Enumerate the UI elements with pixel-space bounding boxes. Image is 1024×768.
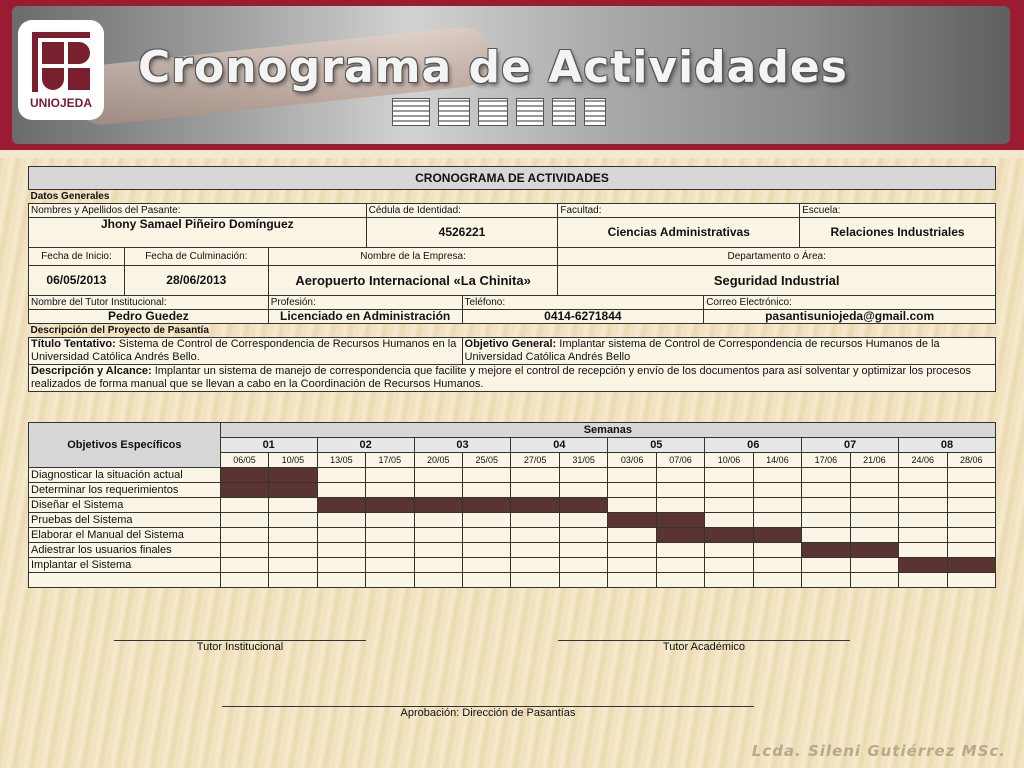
signature-label-institucional: Tutor Institucional	[196, 641, 284, 653]
descripcion-alcance	[29, 365, 996, 392]
gantt-cell	[269, 513, 317, 528]
gantt-cell	[511, 558, 559, 573]
signature-label-aprobacion: Aprobación: Dirección de Pasantías	[400, 707, 576, 719]
gantt-cell	[608, 573, 656, 588]
schedule-table	[28, 422, 996, 588]
week-header: 04	[511, 438, 608, 453]
activity-name: Diseñar el Sistema	[29, 498, 221, 513]
gantt-cell	[220, 513, 268, 528]
gantt-cell	[317, 543, 365, 558]
gantt-cell	[656, 558, 704, 573]
date-header: 17/05	[366, 453, 414, 468]
gantt-cell	[559, 558, 607, 573]
gantt-cell	[705, 483, 753, 498]
gantt-cell-filled	[850, 543, 898, 558]
objectives-header: Objetivos Específicos	[29, 423, 221, 468]
gantt-cell	[899, 483, 947, 498]
titulo-text: Sistema de Control de Correspondencia de Recursos Humanos en la Universidad Católica Andrés Bello.	[31, 338, 457, 363]
gantt-cell	[705, 513, 753, 528]
gantt-cell-filled	[802, 543, 850, 558]
gantt-cell-filled	[559, 498, 607, 513]
gantt-cell	[511, 483, 559, 498]
gantt-cell-filled	[269, 483, 317, 498]
gantt-cell	[850, 468, 898, 483]
gantt-cell	[317, 468, 365, 483]
gantt-cell	[559, 543, 607, 558]
gantt-cell	[753, 573, 801, 588]
value-cedula: 4526221	[366, 218, 558, 248]
activity-name: Pruebas del Sistema	[29, 513, 221, 528]
gantt-cell	[850, 558, 898, 573]
gantt-cell	[269, 573, 317, 588]
gantt-cell	[559, 513, 607, 528]
value-fecha-culminacion: 28/06/2013	[124, 266, 268, 296]
week-header: 02	[317, 438, 414, 453]
gantt-cell	[463, 483, 511, 498]
gantt-cell	[269, 558, 317, 573]
label-cedula: Cédula de Identidad:	[366, 204, 558, 218]
gantt-cell	[511, 513, 559, 528]
date-header: 21/06	[850, 453, 898, 468]
gantt-cell	[317, 483, 365, 498]
objetivo-text: Implantar sistema de Control de Correspondencia de recursos Humanos de la Universidad Católica Andrés Bello	[464, 338, 940, 363]
week-header: 01	[220, 438, 317, 453]
label-pasante: Nombres y Apellidos del Pasante:	[29, 204, 367, 218]
gantt-cell	[608, 558, 656, 573]
gantt-cell	[269, 543, 317, 558]
gantt-cell	[414, 528, 462, 543]
gantt-cell	[559, 468, 607, 483]
activity-name: Implantar el Sistema	[29, 558, 221, 573]
date-header: 03/06	[608, 453, 656, 468]
label-departamento: Departamento o Área:	[558, 248, 996, 266]
divider	[0, 150, 1024, 158]
gantt-cell	[802, 498, 850, 513]
gantt-cell	[656, 573, 704, 588]
gantt-cell	[511, 528, 559, 543]
gantt-cell	[317, 513, 365, 528]
gantt-cell	[463, 528, 511, 543]
page-title: Cronograma de Actividades	[138, 42, 848, 93]
gantt-cell	[947, 483, 995, 498]
gantt-cell	[317, 558, 365, 573]
gantt-cell	[705, 468, 753, 483]
gantt-cell	[559, 483, 607, 498]
value-escuela: Relaciones Industriales	[800, 218, 996, 248]
date-header: 13/05	[317, 453, 365, 468]
gantt-cell	[608, 528, 656, 543]
week-header: 07	[802, 438, 899, 453]
gantt-cell	[705, 543, 753, 558]
logo-text: UNIOJEDA	[29, 96, 92, 110]
gantt-cell	[850, 483, 898, 498]
gantt-cell	[899, 573, 947, 588]
form-title: CRONOGRAMA DE ACTIVIDADES	[29, 167, 996, 190]
date-header: 28/06	[947, 453, 995, 468]
uniojeda-logo	[18, 20, 104, 120]
label-fecha-inicio: Fecha de Inicio:	[29, 248, 125, 266]
value-tutor: Pedro Guedez	[29, 310, 269, 324]
bar-graphic	[392, 98, 606, 126]
gantt-cell	[753, 513, 801, 528]
activity-row	[29, 528, 996, 543]
gantt-cell	[802, 468, 850, 483]
gantt-cell	[559, 528, 607, 543]
gantt-cell-filled	[269, 468, 317, 483]
gantt-cell-filled	[753, 528, 801, 543]
value-departamento: Seguridad Industrial	[558, 266, 996, 296]
date-header: 07/06	[656, 453, 704, 468]
gantt-cell	[463, 573, 511, 588]
gantt-cell	[366, 513, 414, 528]
gantt-cell	[705, 558, 753, 573]
gantt-cell	[414, 483, 462, 498]
gantt-cell	[899, 513, 947, 528]
value-telefono: 0414-6271844	[462, 310, 704, 324]
signature-tutor-institucional	[114, 640, 366, 653]
gantt-cell	[899, 468, 947, 483]
gantt-cell	[705, 573, 753, 588]
gantt-cell	[220, 528, 268, 543]
gantt-cell	[414, 543, 462, 558]
gantt-cell	[947, 543, 995, 558]
gantt-cell	[269, 528, 317, 543]
label-correo: Correo Electrónico:	[704, 296, 996, 310]
gantt-cell	[608, 498, 656, 513]
week-header: 03	[414, 438, 511, 453]
gantt-cell	[753, 483, 801, 498]
date-header: 25/05	[463, 453, 511, 468]
gantt-cell	[269, 498, 317, 513]
author-credit: Lcda. Sileni Gutiérrez MSc.	[751, 742, 1006, 760]
activity-row	[29, 498, 996, 513]
signature-tutor-academico	[558, 640, 850, 653]
gantt-cell	[802, 513, 850, 528]
gantt-cell	[947, 573, 995, 588]
gantt-cell	[317, 528, 365, 543]
value-fecha-inicio: 06/05/2013	[29, 266, 125, 296]
signature-aprobacion	[222, 706, 754, 719]
gantt-cell	[656, 468, 704, 483]
gantt-cell-filled	[463, 498, 511, 513]
value-correo: pasantisuniojeda@gmail.com	[704, 310, 996, 324]
gantt-cell	[414, 573, 462, 588]
value-empresa: Aeropuerto Internacional «La Chinita»	[268, 266, 558, 296]
activity-row	[29, 513, 996, 528]
date-header: 27/05	[511, 453, 559, 468]
gantt-cell	[947, 528, 995, 543]
label-facultad: Facultad:	[558, 204, 800, 218]
gantt-cell-filled	[608, 513, 656, 528]
gantt-cell	[802, 483, 850, 498]
gantt-cell	[366, 468, 414, 483]
activity-name: Determinar los requerimientos	[29, 483, 221, 498]
gantt-cell	[220, 573, 268, 588]
gantt-cell	[850, 573, 898, 588]
label-empresa: Nombre de la Empresa:	[268, 248, 558, 266]
week-header: 08	[899, 438, 996, 453]
gantt-cell	[463, 543, 511, 558]
gantt-cell	[753, 558, 801, 573]
general-data-table	[28, 166, 996, 392]
date-header: 24/06	[899, 453, 947, 468]
gantt-cell	[947, 468, 995, 483]
gantt-cell	[463, 513, 511, 528]
weeks-header: Semanas	[220, 423, 995, 438]
gantt-cell	[414, 558, 462, 573]
gantt-cell	[220, 498, 268, 513]
gantt-cell-filled	[656, 528, 704, 543]
gantt-cell	[366, 573, 414, 588]
label-escuela: Escuela:	[800, 204, 996, 218]
gantt-cell	[899, 528, 947, 543]
signature-label-academico: Tutor Académico	[662, 641, 746, 653]
gantt-cell	[366, 528, 414, 543]
gantt-cell	[414, 513, 462, 528]
gantt-cell	[366, 543, 414, 558]
activity-row	[29, 558, 996, 573]
section-datos-generales: Datos Generales	[29, 190, 996, 204]
activity-name: Adiestrar los usuarios finales	[29, 543, 221, 558]
gantt-cell-filled	[366, 498, 414, 513]
gantt-cell-filled	[511, 498, 559, 513]
gantt-cell-filled	[947, 558, 995, 573]
date-header: 10/06	[705, 453, 753, 468]
gantt-cell-filled	[220, 483, 268, 498]
gantt-cell	[802, 558, 850, 573]
activity-row	[29, 543, 996, 558]
gantt-cell	[559, 573, 607, 588]
gantt-cell	[463, 468, 511, 483]
gantt-cell	[656, 498, 704, 513]
gantt-cell	[899, 543, 947, 558]
objetivo-label: Objetivo General:	[464, 338, 557, 350]
value-pasante: Jhony Samael Piñeiro Domínguez	[29, 218, 367, 248]
gantt-cell	[220, 558, 268, 573]
date-header: 20/05	[414, 453, 462, 468]
objetivo-general	[462, 338, 995, 365]
gantt-cell	[366, 483, 414, 498]
section-descripcion: Descripción del Proyecto de Pasantía	[29, 324, 996, 338]
gantt-cell	[366, 558, 414, 573]
value-facultad: Ciencias Administrativas	[558, 218, 800, 248]
label-fecha-culminacion: Fecha de Culminación:	[124, 248, 268, 266]
gantt-cell-filled	[656, 513, 704, 528]
gantt-cell-filled	[414, 498, 462, 513]
gantt-cell	[511, 468, 559, 483]
activity-row	[29, 483, 996, 498]
gantt-cell	[802, 528, 850, 543]
gantt-cell	[511, 573, 559, 588]
gantt-cell-filled	[317, 498, 365, 513]
date-header: 10/05	[269, 453, 317, 468]
gantt-cell	[608, 468, 656, 483]
gantt-cell	[317, 573, 365, 588]
logo-icon	[32, 32, 90, 92]
gantt-cell	[802, 573, 850, 588]
activity-name: Diagnosticar la situación actual	[29, 468, 221, 483]
titulo-label: Título Tentativo:	[31, 338, 116, 350]
date-header: 31/05	[559, 453, 607, 468]
gantt-cell	[220, 543, 268, 558]
gantt-cell	[753, 498, 801, 513]
date-header: 06/05	[220, 453, 268, 468]
gantt-cell-filled	[220, 468, 268, 483]
activity-row	[29, 468, 996, 483]
gantt-cell	[656, 483, 704, 498]
gantt-cell-filled	[899, 558, 947, 573]
gantt-cell	[850, 513, 898, 528]
gantt-cell	[850, 528, 898, 543]
gantt-cell	[753, 543, 801, 558]
date-header: 14/06	[753, 453, 801, 468]
value-profesion: Licenciado en Administración	[268, 310, 462, 324]
activity-name	[29, 573, 221, 588]
week-header: 05	[608, 438, 705, 453]
gantt-cell	[608, 483, 656, 498]
gantt-cell	[608, 543, 656, 558]
alcance-label: Descripción y Alcance:	[31, 365, 152, 377]
alcance-text: Implantar un sistema de manejo de correspondencia que facilite y mejore el control de recepción y envío de los documentos para así solventar y optimizar los procesos realizados de forma manual que se llevan a cabo en la Coordinación de Recursos Humanos.	[31, 365, 971, 390]
activity-name: Elaborar el Manual del Sistema	[29, 528, 221, 543]
gantt-cell	[705, 498, 753, 513]
gantt-cell	[947, 498, 995, 513]
gantt-cell	[947, 513, 995, 528]
gantt-cell	[656, 543, 704, 558]
label-profesion: Profesión:	[268, 296, 462, 310]
gantt-cell	[850, 498, 898, 513]
gantt-cell	[899, 498, 947, 513]
activity-row	[29, 573, 996, 588]
titulo-tentativo	[29, 338, 463, 365]
gantt-cell-filled	[705, 528, 753, 543]
gantt-cell	[414, 468, 462, 483]
gantt-cell	[753, 468, 801, 483]
label-telefono: Teléfono:	[462, 296, 704, 310]
gantt-cell	[463, 558, 511, 573]
date-header: 17/06	[802, 453, 850, 468]
week-header: 06	[705, 438, 802, 453]
label-tutor: Nombre del Tutor Institucional:	[29, 296, 269, 310]
gantt-cell	[511, 543, 559, 558]
header-banner	[0, 0, 1024, 150]
